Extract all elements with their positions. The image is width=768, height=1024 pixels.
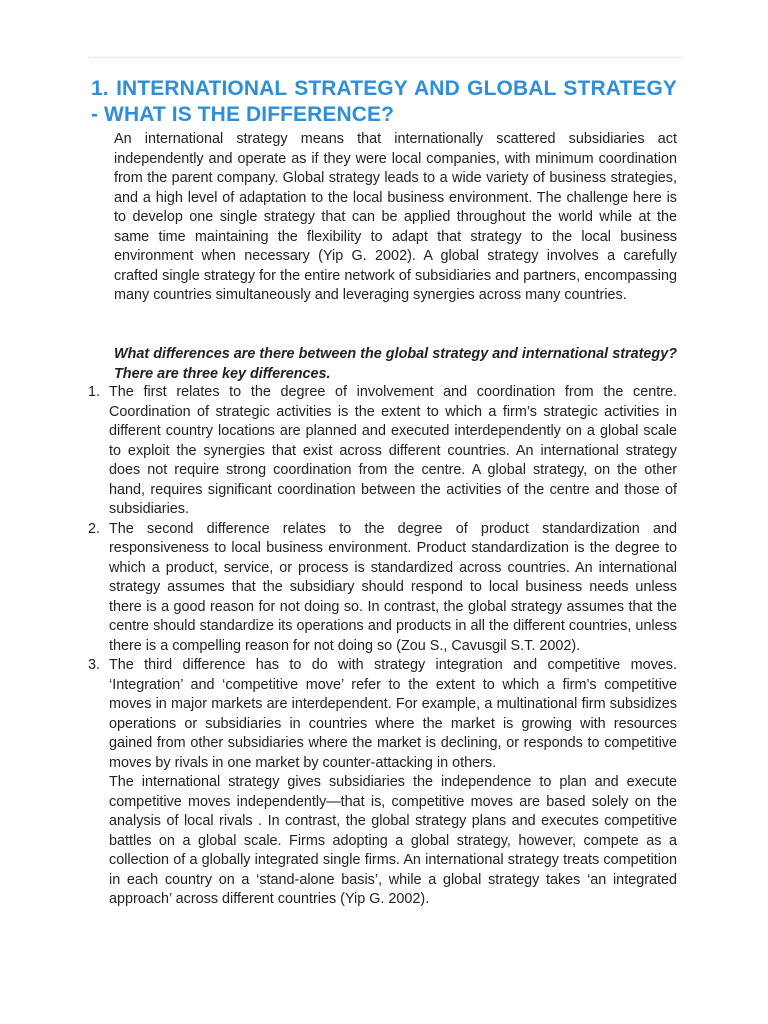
- difference-item-3: [88, 656, 677, 910]
- list-number: 3.: [88, 657, 101, 673]
- intro-paragraph: An international strategy means that internationally scattered subsidiaries act independently and operate as if they were local companies, with minimum coordination from the parent company. Global strategy leads to a wide variety of business strategies, and a high level of adaptation to the local business environment. The challenge here is to develop one single strategy that can be applied throughout the world while at the same time maintaining the flexibility to adapt that strategy to the local business environment when necessary (Yip G. 2002). A global strategy involves a carefully crafted single strategy for the entire network of subsidiaries and partners, encompassing many countries simultaneously and leveraging synergies across many countries.: [114, 131, 677, 303]
- difference-item-1: [88, 383, 677, 520]
- difference-text: The third difference has to do with strategy integration and competitive moves. ‘Integration’ and ‘competitive move’ refer to the extent to which a firm’s competitive moves in major markets are interdependent. For example, a multinational firm subsidizes operations or subsidiaries in countries where the market is growing with resources gained from other subsidiaries where the market is declining, or responds to competitive moves by rivals in one market by counter-attacking in others.: [109, 657, 677, 771]
- list-number: 1.: [88, 384, 101, 400]
- difference-continuation: The international strategy gives subsidiaries the independence to plan and execute competitive moves independently—that is, competitive moves are based solely on the analysis of local rivals . In contrast, the global strategy plans and executes competitive battles on a global scale. Firms adopting a global strategy, however, compete as a collection of a globally integrated single firms. An international strategy treats competition in each country on a ‘stand-alone basis’, while a global strategy takes ‘an integrated approach’ across different countries (Yip G. 2002).: [109, 774, 677, 907]
- list-number: 2.: [88, 520, 101, 537]
- top-divider: [88, 57, 682, 58]
- difference-text: The first relates to the degree of involvement and coordination from the centre. Coordination of strategic activities is the extent to which a firm’s strategic activities in different country locations are planned and executed interdependently on a global scale to exploit the synergies that exist across different countries. An international strategy does not require strong coordination from the centre. A global strategy, on the other hand, requires significant coordination between the activities of the centre and those of subsidiaries.: [109, 384, 677, 517]
- difference-item-2: [88, 520, 677, 657]
- differences-list: [88, 383, 677, 910]
- difference-text: The second difference relates to the degree of product standardization and responsiveness to local business environment. Product standardization is the degree to which a product, service, or process is standardized across countries. An international strategy assumes that the subsidiary should respond to local business needs unless there is a good reason for not doing so. In contrast, the global strategy assumes that the centre should standardize its operations and products in all the different countries, unless there is a compelling reason for not doing so (Zou S., Cavusgil S.T. 2002).: [109, 520, 677, 654]
- section-heading: 1. INTERNATIONAL STRATEGY AND GLOBAL STRATEGY - WHAT IS THE DIFFERENCE?: [91, 77, 677, 126]
- differences-question: What differences are there between the global strategy and international strategy? There are three key differences.: [114, 346, 677, 382]
